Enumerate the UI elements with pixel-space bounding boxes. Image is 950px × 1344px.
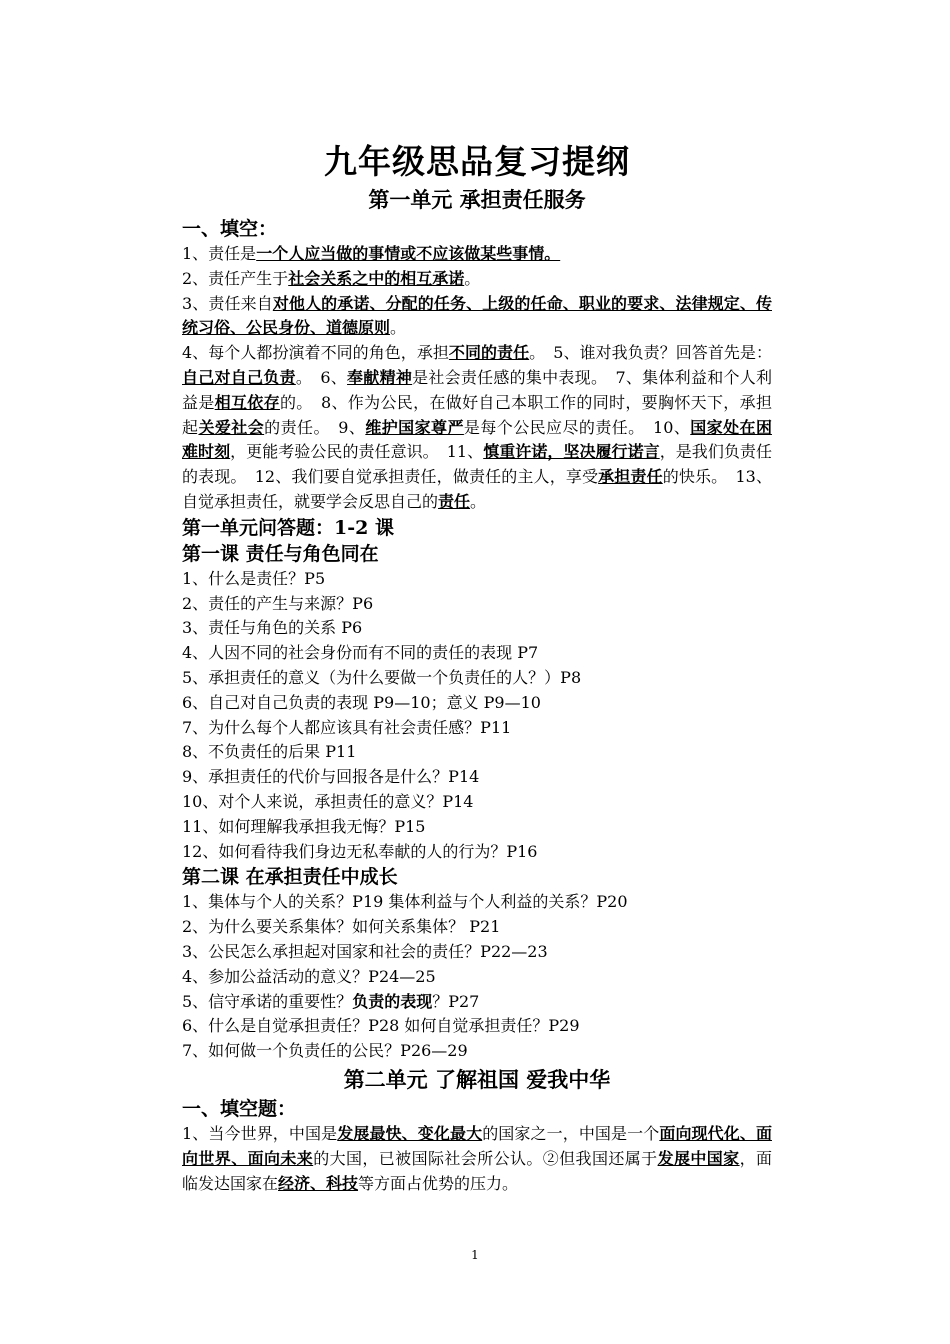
list-item: 10、对个人来说，承担责任的意义？P14	[182, 791, 474, 811]
list-item: 3、公民怎么承担起对国家和社会的责任？P22—23	[182, 941, 548, 961]
key-term: 负责的表现	[352, 991, 433, 1011]
list-item: 4、人因不同的社会身份而有不同的责任的表现 P7	[182, 643, 539, 663]
page-number: 1	[471, 1248, 479, 1262]
fill-item-1	[182, 242, 772, 267]
unit1-title: 第一单元 承担责任服务	[368, 187, 586, 212]
list-item: 7、如何做一个负责任的公民？P26—29	[182, 1041, 468, 1061]
text: ，是我们负责任的表现。 12、我们要自觉承担责任，做责任的主人，享受	[182, 442, 772, 487]
lesson2-list	[182, 890, 772, 1064]
list-item: 8、不负责任的后果 P11	[182, 742, 357, 762]
key-term: 发展中国家	[657, 1148, 740, 1168]
fill-heading: 一、填空：	[182, 218, 278, 240]
list-item: 1、什么是责任？P5	[182, 568, 326, 588]
text: 。	[464, 268, 481, 288]
fill-item-2	[182, 267, 772, 292]
key-term: 一个人应当做的事情或不应该做某些事情。	[256, 244, 561, 263]
key-term: 关爱社会	[198, 417, 265, 437]
text: 的大国，已被国际社会所公认。②但我国还属于	[313, 1148, 658, 1168]
list-item: 6、自己对自己负责的表现 P9—10；意义 P9—10	[182, 692, 541, 712]
list-item: 7、为什么每个人都应该具有社会责任感？P11	[182, 717, 512, 737]
list-item: 12、如何看待我们身边无私奉献的人的行为？P16	[182, 841, 538, 861]
fill2-paragraph	[182, 1122, 772, 1196]
text: ，面临发达国家在	[182, 1148, 772, 1193]
text: 5、信守承诺的重要性？	[182, 991, 353, 1011]
text: ，更能考验公民的责任意识。 11、	[230, 442, 484, 462]
text: 3、责任来自	[182, 293, 273, 313]
text: 的。 8、作为公民，在做好自己本职工作的同时，要胸怀天下，承担起	[182, 392, 772, 437]
text: 。	[390, 318, 407, 338]
key-term: 不同的责任	[448, 343, 530, 363]
fill-paragraph	[182, 341, 772, 515]
key-term: 承担责任	[598, 467, 663, 487]
key-term: 相互依存	[214, 392, 280, 412]
list-item: 9、承担责任的代价与回报各是什么？P14	[182, 767, 480, 787]
key-term: 对他人的承诺、分配的任务、上级的任命、职业的要求、法律规定、传统习俗、公民身份、道德原则	[182, 293, 772, 338]
text: 1、当今世界，中国是	[182, 1123, 338, 1143]
text: 是每个公民应尽的责任。 10、	[463, 417, 691, 437]
list-item: 2、责任的产生与来源？P6	[182, 593, 374, 613]
lesson2-title: 第二课 在承担责任中成长	[182, 866, 398, 889]
text: 是社会责任感的集中表现。 7、集体利益和个人利益是	[182, 367, 772, 412]
qa-heading: 第一单元问答题：1-2 课	[182, 516, 394, 539]
list-item: 5、承担责任的意义（为什么要做一个负责任的人？）P8	[182, 667, 582, 687]
text: 的快乐。 13、自觉承担责任，就要学会反思自己的	[182, 467, 772, 511]
list-item: 6、什么是自觉承担责任？P28 如何自觉承担责任？P29	[182, 1016, 580, 1036]
text: 。 5、谁对我负责？回答首先是：	[529, 343, 772, 363]
list-item: 11、如何理解我承担我无悔？P15	[182, 816, 426, 836]
list-item: 3、责任与角色的关系 P6	[182, 618, 363, 638]
key-term: 社会关系之中的相互承诺	[288, 268, 465, 288]
list-item: 2、为什么要关系集体？如何关系集体？ P21	[182, 917, 501, 937]
key-term: 面向现代化、面向世界、面向未来	[182, 1123, 772, 1168]
page-content	[182, 140, 772, 1196]
key-term: 责任	[438, 491, 471, 511]
text: 的责任。 9、	[264, 417, 366, 437]
key-term: 自己对自己负责	[182, 367, 296, 387]
key-term: 经济、科技	[278, 1173, 359, 1193]
key-term: 国家处在困难时刻	[182, 417, 772, 462]
text: 2、责任产生于	[182, 268, 289, 288]
key-term: 维护国家尊严	[365, 417, 464, 437]
fill-item-3	[182, 292, 772, 342]
text: 1、责任是	[182, 244, 257, 263]
list-item: 4、参加公益活动的意义？P24—25	[182, 966, 436, 986]
key-term: 慎重许诺，坚决履行诺言	[483, 442, 660, 462]
lesson1-title: 第一课 责任与角色同在	[182, 542, 379, 565]
text: 的国家之一，中国是一个	[482, 1123, 660, 1143]
list-item: 1、集体与个人的关系？P19 集体利益与个人利益的关系？P20	[182, 892, 628, 912]
unit2-title: 第二单元 了解祖国 爱我中华	[343, 1066, 611, 1092]
lesson1-list	[182, 567, 772, 865]
key-term: 发展最快、变化最大	[337, 1123, 483, 1143]
text: 等方面占优势的压力。	[358, 1173, 519, 1193]
text: 。 6、	[295, 367, 348, 387]
fill2-heading: 一、填空题：	[182, 1097, 297, 1120]
text: 。	[470, 491, 487, 511]
text: ？P27	[432, 991, 480, 1011]
text: 4、每个人都扮演着不同的角色，承担	[182, 343, 449, 363]
key-term: 奉献精神	[347, 367, 413, 387]
document-title: 九年级思品复习提纲	[324, 142, 630, 181]
list-item	[182, 990, 772, 1015]
